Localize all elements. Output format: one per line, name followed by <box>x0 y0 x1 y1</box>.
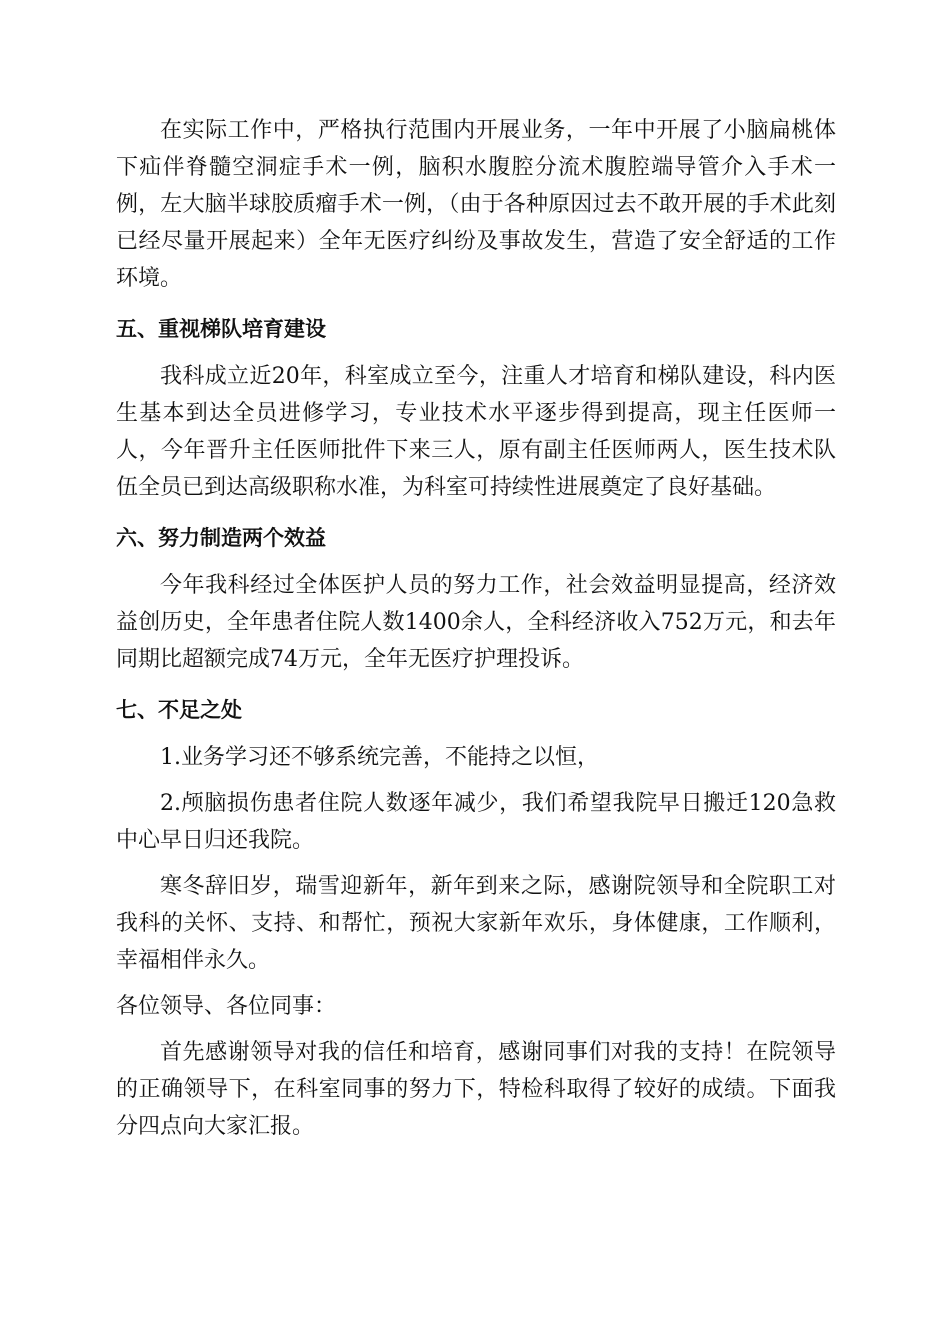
paragraph-surgery-work: 在实际工作中，严格执行范围内开展业务，一年中开展了小脑扁桃体下疝伴脊髓空洞症手术一例，脑积水腹腔分流术腹腔端导管介入手术一例，左大脑半球胶质瘤手术一例，（由于各种原因过去不敢开展的手术此刻已经尽量开展起来）全年无医疗纠纷及事故发生，营造了安全舒适的工作环境。 <box>116 118 836 291</box>
paragraph-benefits: 今年我科经过全体医护人员的努力工作，社会效益明显提高，经济效益创历史，全年患者住院人数1400余人，全科经济收入752万元，和去年同期比超额完成74万元，全年无医疗护理投诉。 <box>116 573 836 672</box>
paragraph-shortcoming-1: 1.业务学习还不够系统完善，不能持之以恒， <box>160 745 599 770</box>
salutation: 各位领导、各位同事： <box>116 994 337 1019</box>
paragraph-talent-building: 我科成立近20年，科室成立至今，注重人才培育和梯队建设，科内医生基本到达全员进修学习，专业技术水平逐步得到提高，现主任医师一人，今年晋升主任医师批件下来三人，原有副主任医师两人，医生技术队伍全员已到达高级职称水准，为科室可持续性进展奠定了良好基础。 <box>116 364 836 500</box>
paragraph-shortcoming-2: 2.颅脑损伤患者住院人数逐年减少，我们希望我院早日搬迁120急救中心早日归还我院。 <box>116 791 836 853</box>
section-heading-7: 七、不足之处 <box>116 698 242 722</box>
paragraph-opening-thanks: 首先感谢领导对我的信任和培育，感谢同事们对我的支持！在院领导的正确领导下，在科室同事的努力下，特检科取得了较好的成绩。下面我分四点向大家汇报。 <box>116 1040 836 1139</box>
section-heading-6: 六、努力制造两个效益 <box>116 526 326 550</box>
section-heading-5: 五、重视梯队培育建设 <box>116 317 326 341</box>
paragraph-new-year-wishes: 寒冬辞旧岁，瑞雪迎新年，新年到来之际，感谢院领导和全院职工对我科的关怀、支持、和帮忙，预祝大家新年欢乐，身体健康，工作顺利，幸福相伴永久。 <box>116 874 836 973</box>
document-body <box>116 112 836 1145</box>
